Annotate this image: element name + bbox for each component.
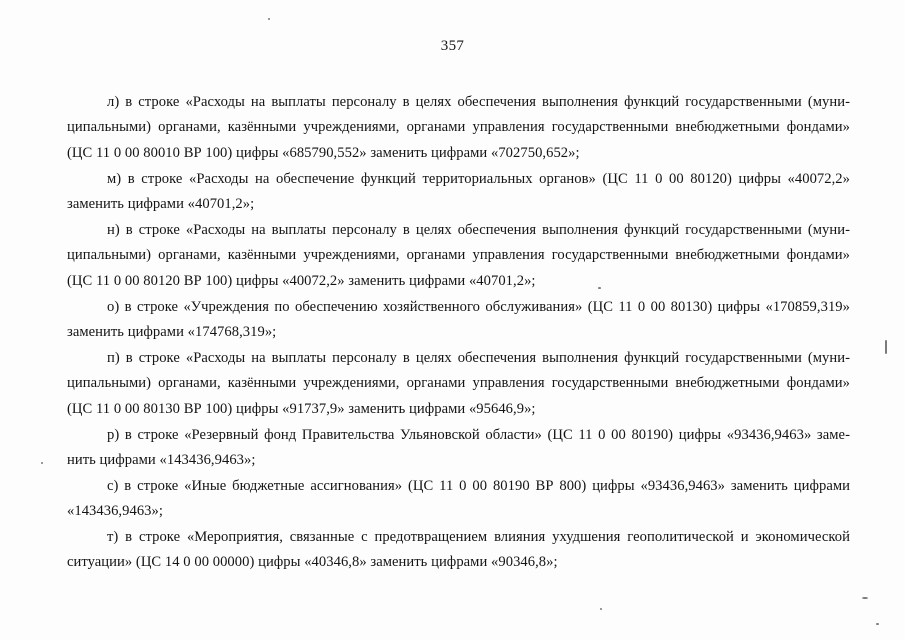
scan-speck — [41, 462, 43, 464]
scan-mark — [885, 340, 887, 354]
text-line: о) в строке «Учреждения по обеспечению хозяйственного обслуживания» (ЦС 11 0 00 80130) цифры «170859,319» — [107, 299, 850, 315]
text-line: заменить цифрами «40701,2»; — [67, 196, 255, 212]
text-line: н) в строке «Расходы на выплаты персоналу в целях обеспечения выполнения функций государственными (муни- — [107, 222, 850, 238]
text-line: м) в строке «Расходы на обеспечение функций территориальных органов» (ЦС 11 0 00 80120) цифры «40072,2» — [107, 171, 850, 187]
text-line: (ЦС 11 0 00 80130 ВР 100) цифры «91737,9» заменить цифрами «95646,9»; — [67, 401, 536, 417]
scan-speck — [268, 18, 270, 20]
text-line: (ЦС 11 0 00 80010 ВР 100) цифры «685790,552» заменить цифрами «702750,652»; — [67, 145, 580, 161]
page-number: 357 — [440, 38, 465, 54]
text-line: ципальными) органами, казёнными учреждениями, органами управления государственными внебюджетными фондами» — [67, 247, 850, 263]
text-line: ситуации» (ЦС 14 0 00 00000) цифры «40346,8» заменить цифрами «90346,8»; — [67, 554, 558, 570]
text-line: с) в строке «Иные бюджетные ассигнования» (ЦС 11 0 00 80190 ВР 800) цифры «93436,9463» заменить цифрами — [107, 478, 850, 494]
text-line: ципальными) органами, казёнными учреждениями, органами управления государственными внебюджетными фондами» — [67, 119, 850, 135]
text-line: л) в строке «Расходы на выплаты персоналу в целях обеспечения выполнения функций государственными (муни- — [107, 94, 850, 110]
scan-speck — [862, 597, 868, 599]
text-line: ципальными) органами, казёнными учреждениями, органами управления государственными внебюджетными фондами» — [67, 375, 850, 391]
scan-speck — [598, 287, 601, 289]
text-line: п) в строке «Расходы на выплаты персоналу в целях обеспечения выполнения функций государственными (муни- — [107, 350, 850, 366]
text-line: р) в строке «Резервный фонд Правительства Ульяновской области» (ЦС 11 0 00 80190) цифры «93436,9463» заме- — [107, 427, 850, 443]
text-line: (ЦС 11 0 00 80120 ВР 100) цифры «40072,2» заменить цифрами «40701,2»; — [67, 273, 536, 289]
scan-speck — [600, 608, 602, 610]
text-line: заменить цифрами «174768,319»; — [67, 324, 277, 340]
scan-speck — [876, 623, 879, 625]
text-line: «143436,9463»; — [67, 503, 163, 519]
text-line: нить цифрами «143436,9463»; — [67, 452, 256, 468]
text-line: т) в строке «Мероприятия, связанные с предотвращением влияния ухудшения геополитической и экономической — [107, 529, 850, 545]
